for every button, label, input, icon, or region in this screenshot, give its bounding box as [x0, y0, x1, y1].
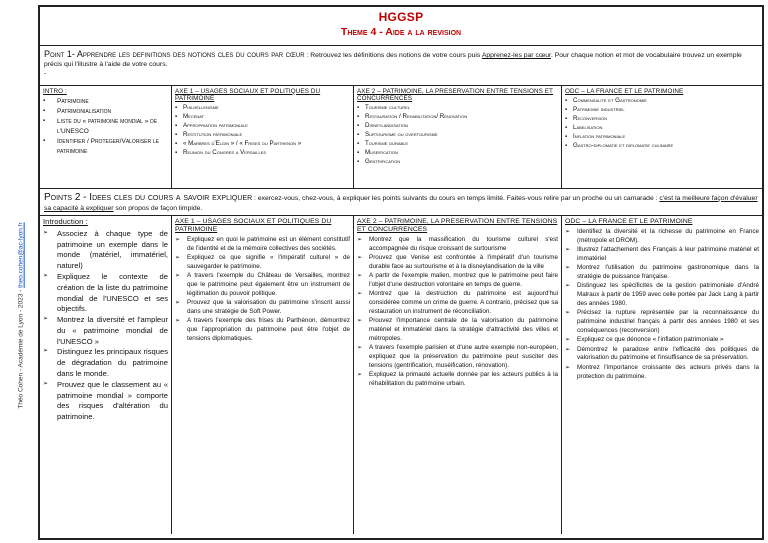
list-item: ➢ Prouvez que la valorisation du patrimoine s'inscrit aussi dans une stratégie de Soft Power. [175, 299, 350, 317]
list-item: ➢ Démontrez le paradoxe entre l'efficacité des politiques de valorisation du patrimoine et l'insuffisance de sa préservation. [565, 346, 759, 364]
list-item: ▪ Philhellenisme [175, 104, 350, 113]
list-item: ▪ Museification [357, 149, 558, 158]
notions-axe2-column [354, 86, 562, 188]
notions-axe1-column [172, 86, 354, 188]
list-item: ➢ Montrez l'utilisation du patrimoine gastronomique dans la stratégie de puissance française. [565, 264, 759, 282]
list-item: ▪ Gentrification [357, 158, 558, 167]
list-item: ➢ Montrez que la destruction du patrimoine est aujourd'hui considérée comme un crime de guerre. A contrario, précisez que sa restauration un instrument de réconciliation. [357, 290, 558, 316]
list-item: ▪ Appropriation patrimoniale [175, 122, 350, 131]
list-item: ▪ Reunion du Congres a Versailles [175, 149, 350, 158]
revision-sheet [38, 5, 764, 540]
list-item: ➢ Montrez que la massification du tourisme culturel s'est accompagnée du risque croissant de surtourisme [357, 236, 558, 254]
list-item: ➢ Associez à chaque type de patrimoine un exemple dans le monde (matériel, immatériel, naturel) [43, 229, 168, 272]
list-item: ▪ Identifier / Proteger/Valoriser le patrimoine [43, 137, 168, 157]
list-item: ➢ Précisez la rupture représentée par la reconnaissance du patrimoine industriel français à partir des années 1980 et ses conséquences (reconversion) [565, 309, 759, 335]
notions-axe1-list [175, 104, 350, 158]
notions-intro-column [40, 86, 172, 188]
list-item: ▪ Mecenat [175, 113, 350, 122]
list-item: ➢ Identifiez la diversité et la richesse du patrimoine en France (métropole et DROM). [565, 228, 759, 246]
ideas-intro-list [43, 229, 168, 423]
ideas-ojc-heading: ODC – LA FRANCE ET LE PATRIMOINE [565, 218, 693, 226]
notions-ojc-list [565, 97, 759, 151]
point1-text-b: . Pour chaque notion et mot de vocabulaire trouvez un exemple précis qui l'illustre à l'aide de votre cours. [44, 52, 742, 69]
author-email-link[interactable]: theo.cohen@ac-lyon.fr [17, 221, 25, 288]
list-item: ▪ Tourisme durable [357, 140, 558, 149]
point2-emphasis: c'est la meilleure façon d'évaluer sa capacité à expliquer [44, 194, 758, 213]
notions-ojc-column [562, 86, 762, 188]
list-item: ➢ Montrez l'importance croissante des acteurs privés dans la protection du patrimoine. [565, 364, 759, 382]
notions-axe1-heading: AXE 1 – USAGES SOCIAUX ET POLITIQUES DU PATRIMOINE [175, 87, 321, 102]
list-item: ➢ Expliquez ce que signifie « l'impératif culturel » de sauvegarder le patrimoine. [175, 254, 350, 272]
list-item: ➢ Expliquez la primauté actuelle donnée par les acteurs publics à la réhabilitation du patrimoine urbain. [357, 371, 558, 389]
list-item: ▪ « Marbres d'Elgin » / « Frises du Parthenon » [175, 140, 350, 149]
ideas-axe1-heading: AXE 1 – USAGES SOCIAUX ET POLITIQUES DU PATRIMOINE [175, 218, 332, 233]
list-item: ▪ Restauration / Rehabilitation/ Renovation [357, 113, 558, 122]
notions-intro-heading: INTRO : [43, 87, 67, 95]
ideas-axe2-column [354, 216, 562, 534]
list-item: ➢ A travers l'exemple des frises du Parthénon, démontrez que l'appropriation du patrimoine peut être l'objet de tensions diplomatiques. [175, 317, 350, 343]
point2-title: Points 2 - Idees cles du cours a savoir expliquer [44, 191, 253, 203]
notions-table [40, 85, 762, 188]
list-item: ➢ Distinguez les spécificités de la gestion patrimoniale d'André Malraux à partir de 1959 avec celle portée par Jack Lang à partir des années 1980. [565, 282, 759, 308]
list-item: ▪ Patrimonialisation [43, 107, 168, 117]
point1-text-a: : Retrouvez les définitions des notions de votre cours puis [304, 52, 482, 59]
list-item: ▪ Surtourisme ou overtourisme [357, 131, 558, 140]
ideas-intro-column [40, 216, 172, 534]
author-credit [10, 150, 32, 480]
ideas-ojc-list [565, 228, 759, 381]
list-item: ▪ Tourisme culturel [357, 104, 558, 113]
sheet-header [40, 7, 762, 45]
point2-instructions [40, 188, 762, 216]
list-item: ➢ Distinguez les principaux risques de dégradation du patrimoine dans le monde. [43, 347, 168, 379]
list-item: ➢ Illustrez l'attachement des Français à leur patrimoine matériel et immatériel [565, 246, 759, 264]
notions-axe2-heading: AXE 2 – PATRIMOINE, LA PRESERVATION ENTRE TENSIONS ET CONCURRENCES [357, 87, 554, 102]
ideas-axe1-list [175, 236, 350, 344]
list-item: ▪ Liste du « patrimoine mondial » de l'UNESCO [43, 117, 168, 137]
ideas-axe1-column [172, 216, 354, 534]
list-item: ▪ Disneylandisation [357, 122, 558, 131]
list-item: ➢ Montrez la diversité et l'ampleur du « patrimoine mondial de l'UNESCO » [43, 315, 168, 347]
ideas-axe2-list [357, 236, 558, 389]
ideas-intro-heading: Introduction : [43, 217, 88, 227]
ideas-axe2-heading: AXE 2 – PATRIMOINE, LA PRESERVATION ENTRE TENSIONS ET CONCURRENCES [357, 218, 558, 233]
ideas-ojc-column [562, 216, 762, 534]
list-item: ➢ Prouvez que Venise est confrontée à l'impératif d'un tourisme durable face au surtourisme et à la disneylandisation de la ville [357, 254, 558, 272]
list-item: ➢ Prouvez que le classement au « patrimoine mondial » comporte des risques d'altération du patrimoine. [43, 380, 168, 423]
list-item: ▪ Commensalite et Gastronomie [565, 97, 759, 106]
list-item: ▪ Gastro-diplomatie et diplomatie culinaire [565, 142, 759, 151]
list-item: ▪ Reconversion [565, 115, 759, 124]
list-item: ➢ A travers l'exemple du Château de Versailles, montrez que le patrimoine peut également être un instrument de légitimation du pouvoir politique. [175, 272, 350, 298]
notions-axe2-list [357, 104, 558, 167]
list-item: ▪ Patrimoine [43, 97, 168, 107]
point1-instructions [40, 45, 762, 81]
list-item: ➢ A partir de l'exemple malien, montrez que le patrimoine peut faire l'objet d'une destruction volontaire en temps de guerre. [357, 272, 558, 290]
notions-intro-list [43, 97, 168, 157]
list-item: ➢ Expliquez en quoi le patrimoine est un élément constitutif de l'identité et de la mémoire collectives des sociétés. [175, 236, 350, 254]
author-credit-text: Théo Cohen - Académie de Lyon - 2023 - [17, 287, 25, 409]
list-item: ➢ Prouvez l'importance centrale de la valorisation du patrimoine matériel et immatériel dans la stratégie d'attractivité des villes et métropoles. [357, 317, 558, 343]
ideas-table [40, 215, 762, 534]
list-item: ➢ Expliquez ce que dénonce « l'inflation patrimoniale » [565, 336, 759, 345]
page-subtitle: Theme 4 - Aide a la revision [340, 26, 462, 38]
point2-text-b: son propos de façon limpide. [113, 205, 203, 213]
list-item: ▪ Labelisation [565, 124, 759, 133]
notions-ojc-heading: ODC – LA FRANCE ET LE PATRIMOINE [565, 87, 684, 95]
point1-dash: - [44, 70, 47, 78]
page-title: HGGSP [378, 10, 424, 24]
list-item: ➢ Expliquez le contexte de création de la liste du patrimoine mondial de l'UNESCO et ses objectifs. [43, 272, 168, 315]
point1-title: Point 1- Apprendre les definitions des notions cles du cours par cœur [44, 49, 305, 59]
point2-text-a: : exercez-vous, chez-vous, à expliquer les points suivants du cours en temps limité. Faites-vous relire par un proche ou un camarade : [252, 194, 660, 202]
list-item: ➢ A travers l'exemple parisien et d'une autre exemple non-européen, expliquez que la préservation du patrimoine peut susciter des tensions (gentrification, muséification, rénovation). [357, 344, 558, 370]
list-item: ▪ Patrimoine industriel [565, 106, 759, 115]
list-item: ▪ Restitution patrimoniale [175, 131, 350, 140]
list-item: ▪ Inflation patrimoniale [565, 133, 759, 142]
point1-emphasis: Apprenez-les par cœur [481, 52, 551, 59]
